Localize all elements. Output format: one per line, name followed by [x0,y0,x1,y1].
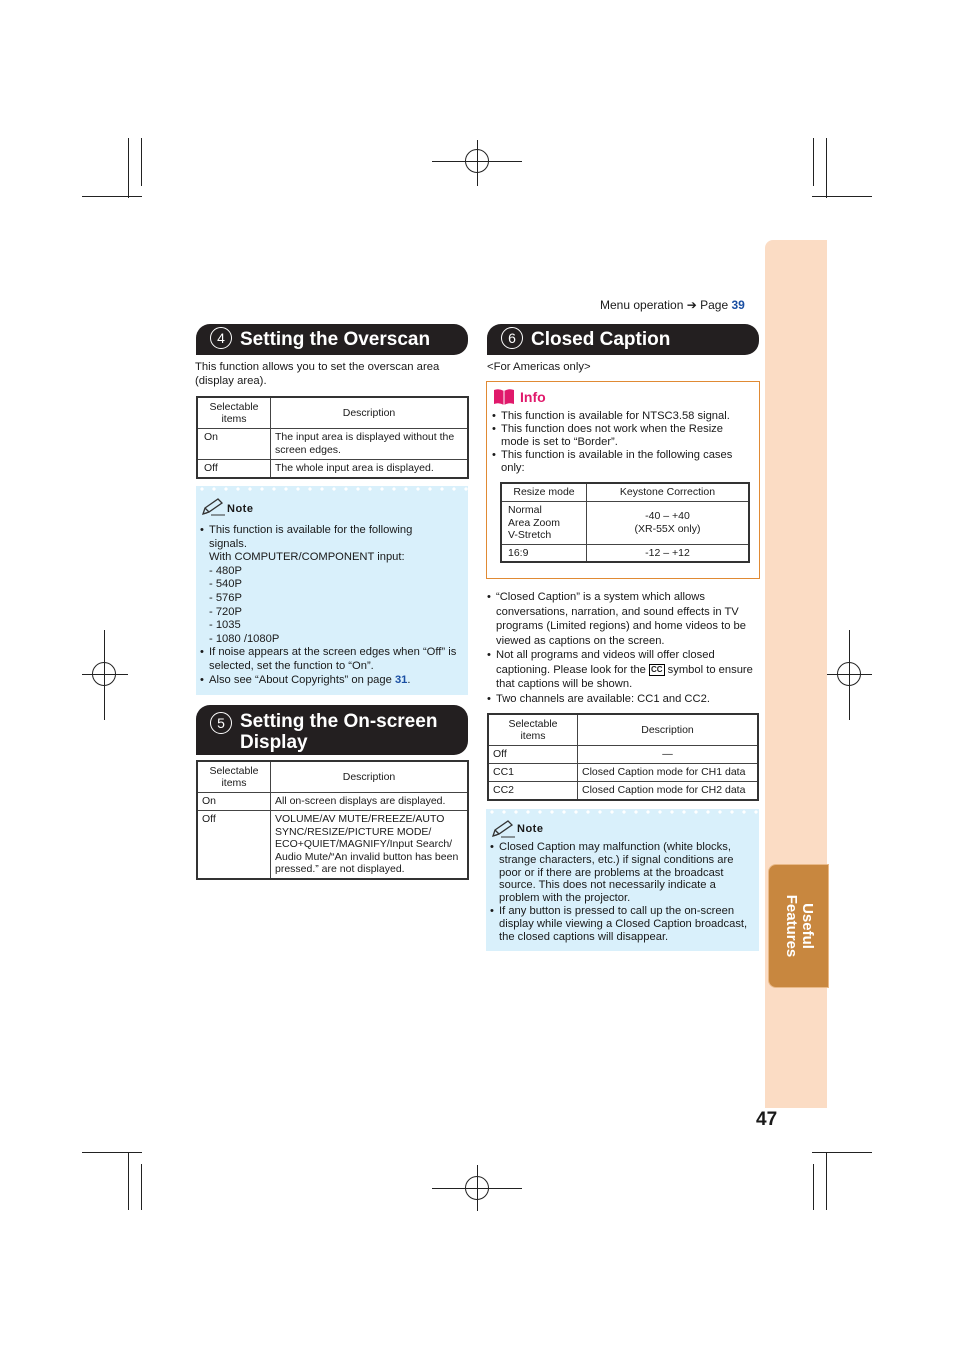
caption-region: <For Americas only> [487,361,591,373]
row-item: Off [488,746,578,764]
row-item: CC2 [488,782,578,801]
table-header-row [197,397,468,429]
row-desc: VOLUME/AV MUTE/FREEZE/AUTO SYNC/RESIZE/PICTURE MODE/ ECO+QUIET/MAGNIFY/Input Search/ Audio Mute/“An invalid button has been pressed.” are not displayed. [271,811,469,879]
pencil-icon [201,497,227,517]
row-item: On [197,793,271,811]
note-item: • Also see “About Copyrights” on page 31. [200,674,462,688]
menu-reference [600,299,745,313]
overscan-table [196,396,469,479]
side-tab-useful-features[interactable] [768,864,829,988]
note-title: Note [517,823,544,835]
table-row [197,460,468,478]
onscreen-table [196,760,469,880]
caption-item: • Not all programs and videos will offer closed captioning. Please look for the CC symbol to ensure that captions will be shown. [487,648,757,692]
caption-bullets [487,590,757,706]
info-title: Info [520,389,546,405]
page-number: 47 [756,1109,778,1130]
overscan-title: Setting the Overscan [240,329,431,350]
row-range: -12 – +12 [587,544,750,562]
caption-table [487,713,759,801]
table-header-row [197,761,468,793]
caption-info-box [486,381,760,579]
keystone-table [500,482,750,563]
caption-item: • “Closed Caption” is a system which allows conversations, narration, and sound effects in TV programs (Limited regions) and home videos to be viewed as captions on the screen. [487,590,757,648]
table-row [488,746,758,764]
row-item: Off [197,811,271,879]
side-tab-line2: Features [782,894,800,958]
row-modes: Normal Area Zoom V-Stretch [501,502,587,545]
header-resize-mode: Resize mode [501,483,587,502]
row-item: On [197,429,271,460]
overscan-heading [196,324,468,355]
row-item: Off [197,460,271,478]
caption-item: • Two channels are available: CC1 and CC2. [487,692,757,707]
row-desc: — [578,746,759,764]
caption-note [486,809,759,951]
header-items: Selectable items [197,397,271,429]
table-header-row [488,714,758,746]
table-row [197,793,468,811]
header-keystone: Keystone Correction [587,483,750,502]
note-item: • If noise appears at the screen edges when “Off” is selected, set the function to “On”. [200,646,462,673]
note-item: • This function is available for the following signals. With COMPUTER/COMPONENT input: - 480P - 540P - 576P - 720P - 1035 - 1080 /1080P [200,524,462,646]
info-item: • This function is available for NTSC3.58 signal. [492,410,752,423]
row-desc: Closed Caption mode for CH1 data [578,764,759,782]
section-number-icon: 5 [210,712,232,734]
table-row [501,544,749,562]
row-desc: The input area is displayed without the screen edges. [271,429,469,460]
table-header-row [501,483,749,502]
onscreen-title-line1: Setting the On-screen [240,711,438,732]
row-mode: 16:9 [501,544,587,562]
row-desc: The whole input area is displayed. [271,460,469,478]
note-item: • If any button is pressed to call up the on-screen display while viewing a Closed Caption broadcast, the closed captions will disappear. [490,905,752,943]
row-desc: All on-screen displays are displayed. [271,793,469,811]
overscan-note [196,486,468,695]
header-items: Selectable items [197,761,271,793]
note-title: Note [227,503,254,515]
onscreen-heading [196,705,468,755]
menu-ref-text: Menu operation ➔ Page [600,298,732,312]
side-tab-line1: Useful [798,903,816,949]
table-row [488,782,758,801]
row-range: -40 – +40 (XR-55X only) [587,502,750,545]
table-row [501,502,749,545]
section-number-icon: 4 [210,327,232,349]
header-description: Description [271,397,469,429]
page-link-31[interactable]: 31 [394,673,408,686]
table-row [197,811,468,879]
pencil-icon [491,819,517,839]
header-description: Description [578,714,759,746]
caption-title: Closed Caption [531,329,671,350]
book-icon [493,388,515,406]
menu-ref-page-link[interactable]: 39 [731,298,745,312]
row-desc: Closed Caption mode for CH2 data [578,782,759,801]
table-row [197,429,468,460]
header-items: Selectable items [488,714,578,746]
info-item: • This function does not work when the Resize mode is set to “Border”. [492,423,752,449]
row-item: CC1 [488,764,578,782]
onscreen-title-line2: Display [240,732,308,753]
info-item: • This function is available in the following cases only: [492,449,752,475]
caption-heading [487,324,759,355]
note-item: • Closed Caption may malfunction (white blocks, strange characters, etc.) if signal conditions are poor or if there are problems at the broadcast source. This does not necessarily indicate a problem with the projector. [490,841,752,905]
overscan-intro: This function allows you to set the overscan area (display area). [195,361,440,387]
table-row [488,764,758,782]
section-number-icon: 6 [501,327,523,349]
header-description: Description [271,761,469,793]
cc-symbol-icon: CC [651,664,663,674]
